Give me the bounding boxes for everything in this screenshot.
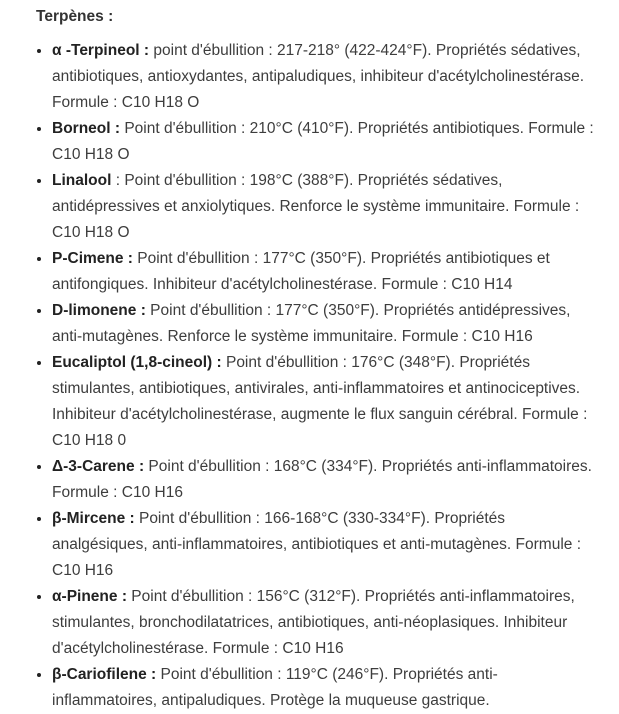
list-item [52,584,595,662]
terpene-description: Point d'ébullition : 156°C (312°F). Propriétés anti-inflammatoires, stimulantes, bronchodilatatrices, antibiotiques, anti-néoplasiques. Inhibiteur d'acétylcholinestérase. Formule : C10 H16 [52,588,575,657]
terpene-name: D-limonene : [52,302,146,319]
terpene-list [36,38,595,714]
list-item [52,246,595,298]
list-item [52,454,595,506]
list-item [52,116,595,168]
terpene-description: Point d'ébullition : 177°C (350°F). Propriétés antidépressives, anti-mutagènes. Renforce le système immunitaire. Formule : C10 H16 [52,302,571,345]
list-item [52,350,595,454]
terpene-name: Linalool [52,172,112,189]
terpene-description: Point d'ébullition : 166-168°C (330-334°F). Propriétés analgésiques, anti-inflammatoires, antibiotiques et anti-mutagènes. Formule : C10 H16 [52,510,581,579]
terpene-description: Point d'ébullition : 177°C (350°F). Propriétés antibiotiques et antifongiques. Inhibiteur d'acétylcholinestérase. Formule : C10 H14 [52,250,550,293]
terpene-description: Point d'ébullition : 168°C (334°F). Propriétés anti-inflammatoires. Formule : C10 H16 [52,458,592,501]
terpene-name: Borneol : [52,120,121,137]
terpene-name: Eucaliptol (1,8-cineol) : [52,354,222,371]
terpene-name: Δ-3-Carene : [52,458,145,475]
terpene-name: β-Mircene : [52,510,135,527]
list-item [52,506,595,584]
terpene-description: point d'ébullition : 217-218° (422-424°F). Propriétés sédatives, antibiotiques, antioxydantes, antipaludiques, inhibiteur d'acétylcholinestérase. Formule : C10 H18 O [52,42,585,111]
section-heading: Terpènes : [36,8,114,25]
terpene-description: Point d'ébullition : 119°C (246°F). Propriétés anti-inflammatoires, antipaludiques. Protège la muqueuse gastrique. [52,666,498,709]
list-item [52,38,595,116]
list-item [52,298,595,350]
list-item [52,662,595,714]
terpene-name: β-Cariofilene : [52,666,157,683]
terpene-name: α-Pinene : [52,588,127,605]
terpene-name: α -Terpineol : [52,42,150,59]
terpene-description: Point d'ébullition : 210°C (410°F). Propriétés antibiotiques. Formule : C10 H18 O [52,120,594,163]
list-item [52,168,595,246]
terpene-description: : Point d'ébullition : 198°C (388°F). Propriétés sédatives, antidépressives et anxiolytiques. Renforce le système immunitaire. Formule : C10 H18 O [52,172,580,241]
terpene-name: P-Cimene : [52,250,133,267]
terpene-description: Point d'ébullition : 176°C (348°F). Propriétés stimulantes, antibiotiques, antivirales, anti-inflammatoires et antinociceptives. Inhibiteur d'acétylcholinestérase, augmente le flux sanguin cérébral. Formule : C10 H18 0 [52,354,588,449]
